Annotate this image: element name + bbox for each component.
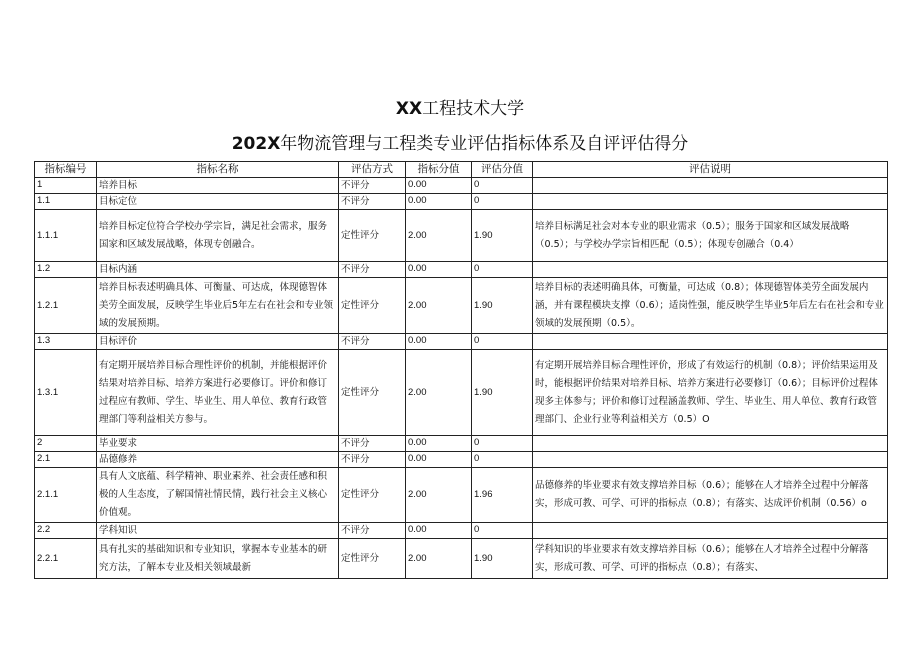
col-header-score: 评估分值	[472, 162, 533, 178]
row-method: 定性评分	[339, 278, 406, 334]
row-code: 1.3.1	[35, 350, 97, 436]
evaluation-table	[34, 161, 888, 579]
row-desc	[533, 262, 888, 278]
school-prefix: XX	[395, 99, 423, 119]
row-score: 0	[472, 194, 533, 210]
row-score: 0	[472, 262, 533, 278]
row-weight: 0.00	[406, 194, 472, 210]
row-name: 培养目标定位符合学校办学宗旨，满足社会需求，服务国家和区域发展战略，体现专创融合。	[97, 210, 339, 262]
row-score: 0	[472, 334, 533, 350]
row-weight: 2.00	[406, 468, 472, 523]
row-score: 1.96	[472, 468, 533, 523]
row-weight: 0.00	[406, 452, 472, 468]
row-name: 目标定位	[97, 194, 339, 210]
row-method: 不评分	[339, 178, 406, 194]
table-row	[35, 210, 888, 262]
row-name: 具有人文底蕴、科学精神、职业素养、社会责任感和积极的人生态度，了解国情社情民情，践行社会主义核心价值观。	[97, 468, 339, 523]
row-code: 2.1	[35, 452, 97, 468]
row-weight: 0.00	[406, 178, 472, 194]
row-code: 1.2.1	[35, 278, 97, 334]
row-code: 2.2	[35, 523, 97, 539]
row-score: 1.90	[472, 210, 533, 262]
title-text: 年物流管理与工程类专业评估指标体系及自评评估得分	[280, 134, 689, 154]
row-method: 不评分	[339, 262, 406, 278]
table-row	[35, 262, 888, 278]
col-header-code: 指标编号	[35, 162, 97, 178]
row-code: 1.2	[35, 262, 97, 278]
row-method: 定性评分	[339, 210, 406, 262]
row-desc: 培养目标满足社会对本专业的职业需求（0.5）；服务于国家和区域发展战略（0.5）；与学校办学宗旨相匹配（0.5）；体现专创融合（0.4）	[533, 210, 888, 262]
row-desc	[533, 178, 888, 194]
row-name: 学科知识	[97, 523, 339, 539]
row-code: 1	[35, 178, 97, 194]
row-name: 品德修养	[97, 452, 339, 468]
row-desc: 品德修养的毕业要求有效支撑培养目标（0.6）；能够在人才培养全过程中分解落实，形成可教、可学、可评的指标点（0.8）；有落实、达成评价机制（0.56）o	[533, 468, 888, 523]
col-header-desc: 评估说明	[533, 162, 888, 178]
row-desc: 学科知识的毕业要求有效支撑培养目标（0.6）；能够在人才培养全过程中分解落实，形成可教、可学、可评的指标点（0.8）；有落实、	[533, 539, 888, 579]
table-header-row	[35, 162, 888, 178]
table-row	[35, 468, 888, 523]
row-score: 0	[472, 436, 533, 452]
col-header-name: 指标名称	[97, 162, 339, 178]
row-weight: 0.00	[406, 334, 472, 350]
row-method: 不评分	[339, 436, 406, 452]
row-method: 定性评分	[339, 539, 406, 579]
row-score: 1.90	[472, 350, 533, 436]
row-weight: 2.00	[406, 210, 472, 262]
document-title	[0, 129, 920, 154]
row-desc	[533, 452, 888, 468]
table-row	[35, 452, 888, 468]
row-method: 定性评分	[339, 350, 406, 436]
row-score: 0	[472, 523, 533, 539]
row-weight: 2.00	[406, 539, 472, 579]
table-row	[35, 539, 888, 579]
row-code: 1.3	[35, 334, 97, 350]
row-desc	[533, 194, 888, 210]
row-weight: 0.00	[406, 523, 472, 539]
row-code: 1.1	[35, 194, 97, 210]
col-header-method: 评估方式	[339, 162, 406, 178]
university-title	[0, 94, 920, 119]
row-name: 毕业要求	[97, 436, 339, 452]
row-score: 0	[472, 178, 533, 194]
row-desc	[533, 334, 888, 350]
row-desc: 有定期开展培养目标合理性评价，形成了有效运行的机制（0.8）；评价结果运用及时，能根据评价结果对培养目标、培养方案进行必要修订（0.6）；目标评价过程体现多主体参与；评价和修订过程涵盖教师、学生、毕业生、用人单位、教育行政管理部门、企业行业等利益相关方（0.5）O	[533, 350, 888, 436]
row-name: 有定期开展培养目标合理性评价的机制，并能根据评价结果对培养目标、培养方案进行必要修订。评价和修订过程应有教师、学生、毕业生、用人单位、教育行政管理部门等利益相关方参与。	[97, 350, 339, 436]
row-desc: 培养目标的表述明确具体，可衡量，可达成（0.8）；体现德智体美劳全面发展内涵，并有课程模块支撑（0.6）；适岗性强，能反映学生毕业5年后左右在社会和专业领域的发展预期（0.5）。	[533, 278, 888, 334]
row-code: 2	[35, 436, 97, 452]
row-weight: 0.00	[406, 436, 472, 452]
row-desc	[533, 436, 888, 452]
row-name: 目标内涵	[97, 262, 339, 278]
row-name: 具有扎实的基础知识和专业知识，掌握本专业基本的研究方法，了解本专业及相关领域最新	[97, 539, 339, 579]
row-method: 不评分	[339, 452, 406, 468]
row-code: 1.1.1	[35, 210, 97, 262]
row-method: 不评分	[339, 523, 406, 539]
row-score: 0	[472, 452, 533, 468]
table-row	[35, 278, 888, 334]
row-desc	[533, 523, 888, 539]
table-row	[35, 178, 888, 194]
table-row	[35, 350, 888, 436]
row-weight: 2.00	[406, 350, 472, 436]
row-code: 2.1.1	[35, 468, 97, 523]
row-weight: 0.00	[406, 262, 472, 278]
row-method: 不评分	[339, 334, 406, 350]
row-weight: 2.00	[406, 278, 472, 334]
col-header-weight: 指标分值	[406, 162, 472, 178]
school-name: 工程技术大学	[422, 99, 525, 119]
row-code: 2.2.1	[35, 539, 97, 579]
row-name: 培养目标表述明确具体、可衡量、可达成，体现德智体美劳全面发展，反映学生毕业后5年左右在社会和专业领域的发展预期。	[97, 278, 339, 334]
row-score: 1.90	[472, 278, 533, 334]
row-method: 定性评分	[339, 468, 406, 523]
table-row	[35, 334, 888, 350]
title-year: 202X	[231, 134, 281, 154]
row-name: 目标评价	[97, 334, 339, 350]
table-row	[35, 523, 888, 539]
table-row	[35, 194, 888, 210]
table-row	[35, 436, 888, 452]
row-method: 不评分	[339, 194, 406, 210]
row-name: 培养目标	[97, 178, 339, 194]
row-score: 1.90	[472, 539, 533, 579]
